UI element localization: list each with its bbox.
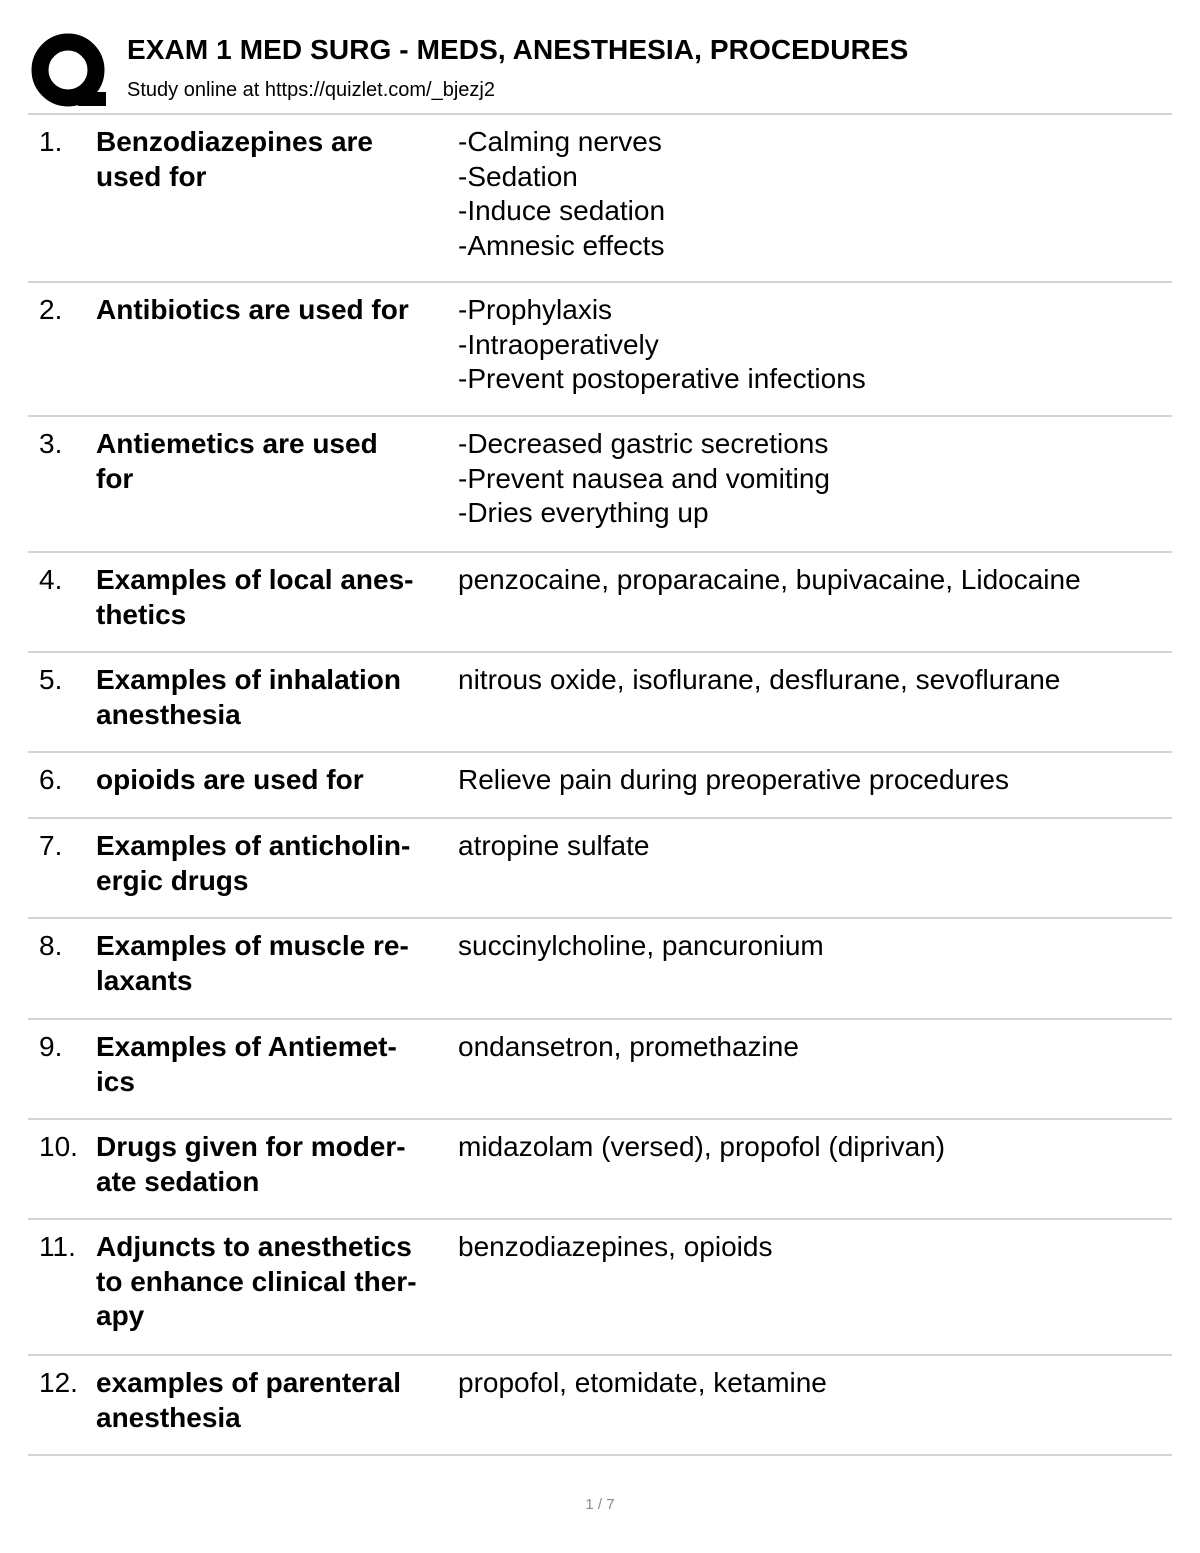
definition-line: -Decreased gastric secretions	[458, 428, 829, 459]
term-line: anesthesia	[96, 698, 241, 730]
flashcard-row	[28, 417, 1172, 553]
term-line: Antibiotics are used for	[96, 294, 409, 325]
term-line: Examples of local anes-	[96, 564, 414, 595]
term-line: anesthesia	[96, 1401, 241, 1433]
card-term	[96, 1366, 456, 1435]
card-number: 4.	[39, 564, 63, 595]
definition-line: midazolam (versed), propofol (diprivan)	[458, 1131, 946, 1162]
flashcard-row	[28, 1120, 1172, 1220]
page-indicator: 1 / 7	[585, 1496, 615, 1513]
term-line: Adjuncts to anesthetics	[96, 1231, 412, 1262]
card-term	[96, 763, 456, 798]
term-line: examples of parenteral	[96, 1367, 402, 1398]
card-definition	[458, 1230, 1172, 1265]
card-number: 8.	[39, 930, 63, 961]
study-link[interactable]: Study online at https://quizlet.com/_bjezj2	[127, 79, 495, 101]
term-line: Examples of inhalation	[96, 664, 401, 695]
term-line: Drugs given for moder-	[96, 1131, 406, 1162]
card-term	[96, 829, 456, 898]
page-header	[30, 28, 1172, 112]
card-number: 11.	[39, 1231, 76, 1262]
definition-line: succinylcholine, pancuronium	[458, 930, 824, 961]
definition-line: -Prophylaxis	[458, 294, 613, 325]
card-number: 7.	[39, 830, 63, 861]
definition-line: -Intraoperatively	[458, 328, 659, 360]
flashcard-row	[28, 1020, 1172, 1120]
card-definition	[458, 293, 1172, 397]
card-definition	[458, 1130, 1172, 1165]
flashcard-row	[28, 919, 1172, 1020]
definition-line: -Prevent nausea and vomiting	[458, 462, 830, 494]
card-number: 6.	[39, 764, 63, 795]
card-number: 3.	[39, 428, 63, 459]
flashcard-list	[28, 115, 1172, 1456]
card-term	[96, 125, 456, 194]
card-definition	[458, 1366, 1172, 1401]
card-term	[96, 1030, 456, 1099]
card-definition	[458, 829, 1172, 864]
card-definition	[458, 929, 1172, 964]
term-line: for	[96, 462, 134, 494]
flashcard-row	[28, 1220, 1172, 1356]
card-number: 2.	[39, 294, 63, 325]
card-term	[96, 427, 456, 496]
card-term	[96, 663, 456, 732]
card-definition	[458, 763, 1172, 798]
term-line: Examples of Antiemet-	[96, 1031, 397, 1062]
card-number: 9.	[39, 1031, 63, 1062]
flashcard-row	[28, 553, 1172, 653]
card-number: 12.	[39, 1367, 78, 1398]
flashcard-row	[28, 283, 1172, 417]
term-line: ergic drugs	[96, 864, 249, 896]
definition-line: penzocaine, proparacaine, bupivacaine, Lidocaine	[458, 564, 1081, 595]
page-title: EXAM 1 MED SURG - MEDS, ANESTHESIA, PROCEDURES	[127, 34, 909, 65]
definition-line: ondansetron, promethazine	[458, 1031, 799, 1062]
term-line: laxants	[96, 964, 193, 996]
term-line: thetics	[96, 598, 187, 630]
card-number: 1.	[39, 126, 63, 157]
definition-line: -Sedation	[458, 160, 578, 192]
definition-line: benzodiazepines, opioids	[458, 1231, 773, 1262]
term-line: to enhance clinical ther-	[96, 1265, 417, 1297]
definition-line: propofol, etomidate, ketamine	[458, 1367, 827, 1398]
definition-line: -Prevent postoperative infections	[458, 363, 866, 394]
definition-line: nitrous oxide, isoflurane, desflurane, sevoflurane	[458, 664, 1061, 695]
card-term	[96, 929, 456, 998]
term-line: Antiemetics are used	[96, 428, 378, 459]
card-definition	[458, 563, 1172, 598]
card-number: 5.	[39, 664, 63, 695]
term-line: apy	[96, 1300, 145, 1331]
flashcard-row	[28, 819, 1172, 919]
card-term	[96, 293, 456, 328]
term-line: Examples of anticholin-	[96, 830, 411, 861]
card-definition	[458, 125, 1172, 263]
definition-line: Relieve pain during preoperative procedures	[458, 764, 1010, 795]
quizlet-q-logo-icon	[30, 32, 110, 112]
definition-line: atropine sulfate	[458, 830, 650, 861]
definition-line: -Amnesic effects	[458, 229, 665, 261]
card-definition	[458, 427, 1172, 531]
card-definition	[458, 1030, 1172, 1065]
card-term	[96, 563, 456, 632]
term-line: ics	[96, 1065, 135, 1097]
definition-line: -Calming nerves	[458, 126, 662, 157]
card-term	[96, 1230, 456, 1334]
term-line: Benzodiazepines are	[96, 126, 373, 157]
term-line: opioids are used for	[96, 764, 364, 795]
term-line: used for	[96, 160, 207, 192]
card-term	[96, 1130, 456, 1199]
definition-line: -Induce sedation	[458, 195, 666, 226]
flashcard-row	[28, 753, 1172, 819]
term-line: Examples of muscle re-	[96, 930, 409, 961]
flashcard-row	[28, 653, 1172, 753]
term-line: ate sedation	[96, 1165, 260, 1197]
card-definition	[458, 663, 1172, 698]
flashcard-row	[28, 1356, 1172, 1456]
definition-line: -Dries everything up	[458, 497, 709, 528]
flashcard-row	[28, 115, 1172, 283]
card-number: 10.	[39, 1131, 78, 1162]
